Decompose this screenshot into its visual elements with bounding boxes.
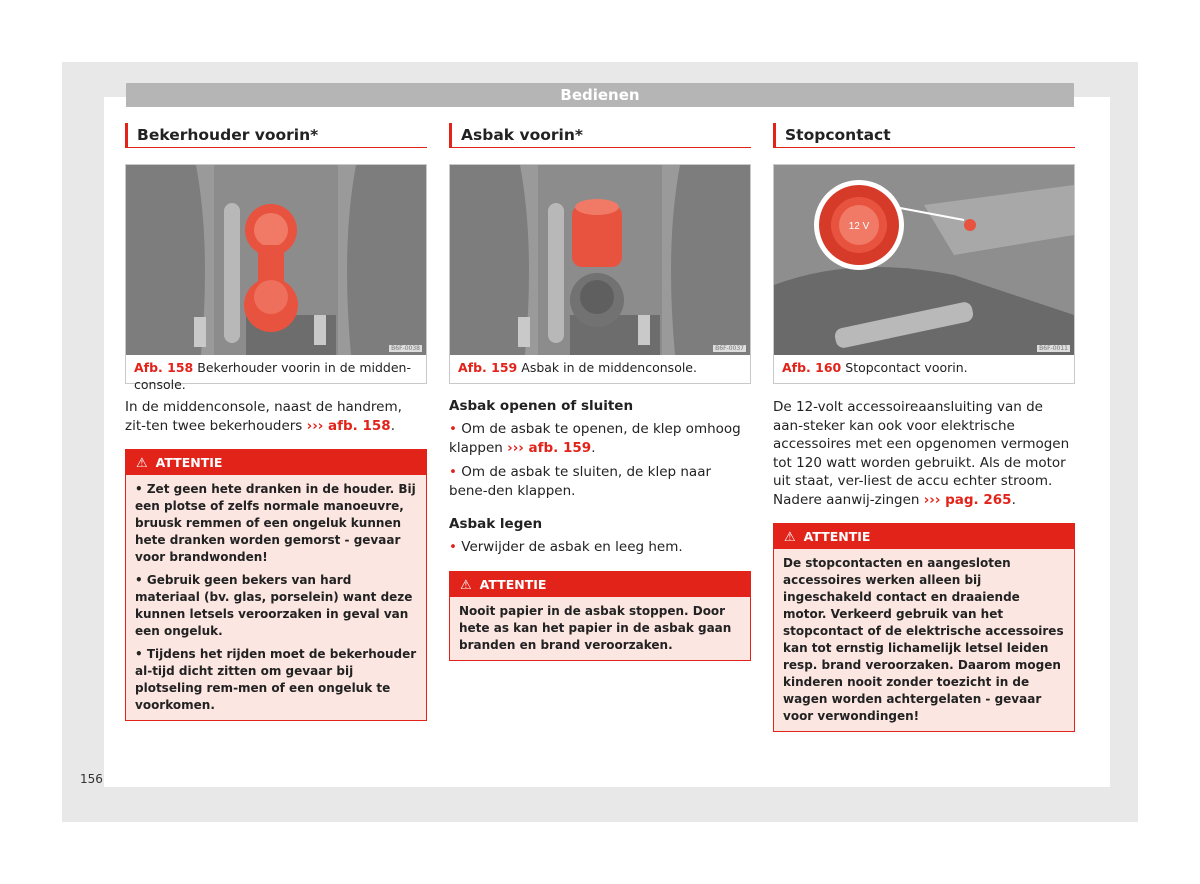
section-title: Bekerhouder voorin* [125,123,427,148]
paragraph-text: De 12-volt accessoireaansluiting van de aan-steker kan ook voor elektrische accessoires met een opgenomen vermogen tot 120 watt worden gebruikt. Als de motor uit staat, ver-liest de accu echter stroom. Nadere aanwij-zingen [773,399,1070,508]
figure-cup-holder [125,164,427,392]
warning-body [450,597,750,660]
caption-text-2: console. [134,377,186,392]
bullet-item [449,420,751,457]
cup-holder-illustration [126,165,426,355]
figure-caption [774,355,1074,383]
warning-title: ATTENTIE [803,529,871,544]
bullet-dot-icon: • [449,464,457,480]
warning-box [773,523,1075,732]
warning-box [449,571,751,661]
ashtray-illustration [450,165,750,355]
subheading: Asbak legen [449,516,543,532]
bullet-item [449,463,751,500]
figure-socket [773,164,1075,384]
figure-code: B6F-0037 [715,345,744,352]
warning-item: • Gebruik geen bekers van hard materiaal (bv. glas, porselein) want deze kunnen letsels veroorzaken in geval van een ongeluk. [135,573,413,638]
caption-text: Stopcontact voorin. [845,360,968,375]
figure-link[interactable]: ››› afb. 159 [507,439,592,456]
column-cup-holder [125,123,427,721]
warning-header [774,524,1074,549]
warning-icon: ⚠ [784,530,796,545]
bullet-dot-icon: • [449,539,457,555]
caption-text: Asbak in de middenconsole. [521,360,697,375]
page-number: 156 [80,772,103,786]
bullet-text: Om de asbak te openen, de klep omhoog klappen [449,421,741,456]
bullet-item [449,538,751,557]
caption-text: Bekerhouder voorin in de midden- [197,360,411,375]
warning-title: ATTENTIE [479,576,547,592]
column-socket [773,123,1075,732]
intro-paragraph [125,398,427,435]
subheading: Asbak openen of sluiten [449,398,634,414]
figure-caption [126,355,426,392]
warning-title: ATTENTIE [155,455,223,470]
chapter-header: Bedienen [126,83,1074,107]
warning-body [774,549,1074,731]
paragraph-tail: . [390,417,395,434]
bullet-tail: . [591,439,596,456]
bullet-text: Verwijder de asbak en leeg hem. [461,539,683,555]
intro-paragraph [773,398,1075,509]
figure-label: Afb. 158 [134,360,194,375]
socket-illustration [774,165,1074,355]
bullet-text: Om de asbak te sluiten, de klep naar bene-den klappen. [449,464,712,499]
figure-code: B6F-0011 [1039,345,1068,352]
column-ashtray [449,123,751,661]
warning-item: • Zet geen hete dranken in de houder. Bij een plotse of zelfs normale manoeuvre, bruusk remmen of een ongeluk kunnen hete dranken worden gemorst - gevaar voor brandwonden! [135,482,416,564]
figure-label: Afb. 159 [458,360,518,375]
warning-icon: ⚠ [136,456,148,471]
figure-label: Afb. 160 [782,360,842,375]
warning-header [450,572,750,597]
section-title: Asbak voorin* [449,123,751,148]
warning-body [126,475,426,720]
warning-item: De stopcontacten en aangesloten accessoires werken alleen bij ingeschakeld contact en draaiende motor. Verkeerd gebruik van het stopcontact of de elektrische accessoires kan tot ernstig lichamelijk letsel leiden resp. brand veroorzaken. Daarom mogen kinderen nooit zonder toezicht in de wagen worden achtergelaten - gevaar voor verwondingen! [783,556,1064,723]
figure-ashtray [449,164,751,384]
warning-box [125,449,427,721]
warning-item: Nooit papier in de asbak stoppen. Door hete as kan het papier in de asbak gaan branden en brand veroorzaken. [459,603,732,652]
socket-label: 12 V [848,221,870,232]
section-title: Stopcontact [773,123,1075,148]
warning-item: • Tijdens het rijden moet de bekerhouder al-tijd dicht zitten om gevaar bij plotseling rem-men of een ongeluk te voorkomen. [135,647,417,712]
bullet-dot-icon: • [449,421,457,437]
figure-code: B6F-0038 [391,345,420,352]
warning-icon: ⚠ [460,577,472,593]
figure-caption [450,355,750,383]
warning-header [126,450,426,475]
figure-link[interactable]: ››› afb. 158 [306,417,391,434]
paragraph-tail: . [1011,491,1016,508]
paragraph-text: In de middenconsole, naast de handrem, zit-ten twee bekerhouders [125,399,402,434]
page-link[interactable]: ››› pag. 265 [923,491,1012,508]
